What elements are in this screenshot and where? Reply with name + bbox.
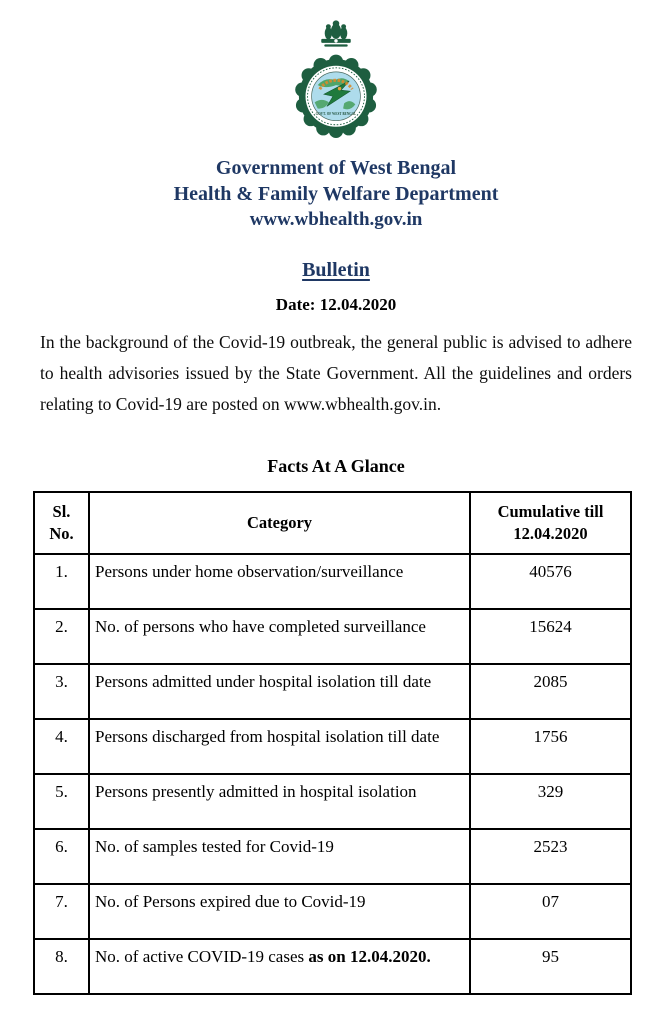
org-name: Government of West Bengal <box>215 157 457 179</box>
table-row <box>34 884 631 939</box>
dharma-wheel-icon <box>334 39 337 42</box>
bulletin-date: Date: 12.04.2020 <box>275 295 397 314</box>
row-category: Persons discharged from hospital isolation till date <box>89 719 470 774</box>
org-website: www.wbhealth.gov.in <box>249 209 423 230</box>
table-row <box>34 774 631 829</box>
bulletin-title: Bulletin <box>302 259 370 281</box>
row-value: 2523 <box>470 829 631 884</box>
facts-table-header <box>34 492 631 554</box>
table-row <box>34 609 631 664</box>
table-row <box>34 939 631 994</box>
table-row <box>34 829 631 884</box>
facts-heading: Facts At A Glance <box>267 456 405 476</box>
row-sl-no: 7. <box>34 884 89 939</box>
row-category: No. of persons who have completed surveillance <box>89 609 470 664</box>
row-sl-no: 6. <box>34 829 89 884</box>
ashoka-capital-icon <box>321 20 350 46</box>
row-value: 40576 <box>470 554 631 609</box>
header-sl-no: Sl. No. <box>34 492 89 554</box>
org-header <box>40 155 632 232</box>
emblem-container <box>40 18 632 145</box>
facts-table <box>33 491 632 995</box>
west-bengal-emblem <box>290 18 382 140</box>
row-category: Persons under home observation/surveillance <box>89 554 470 609</box>
row-sl-no: 5. <box>34 774 89 829</box>
row-sl-no: 3. <box>34 664 89 719</box>
emblem-globe <box>312 72 361 121</box>
row-category: Persons admitted under hospital isolation till date <box>89 664 470 719</box>
row-value: 95 <box>470 939 631 994</box>
row-sl-no: 4. <box>34 719 89 774</box>
row-sl-no: 1. <box>34 554 89 609</box>
header-category: Category <box>89 492 470 554</box>
table-row <box>34 719 631 774</box>
row-sl-no: 2. <box>34 609 89 664</box>
header-cumulative: Cumulative till 12.04.2020 <box>470 492 631 554</box>
row-category: Persons presently admitted in hospital isolation <box>89 774 470 829</box>
table-row <box>34 664 631 719</box>
row-value: 1756 <box>470 719 631 774</box>
department-name: Health & Family Welfare Department <box>173 183 499 205</box>
emblem-bottom-arc-text: GOVT. OF WEST BENGAL <box>315 111 357 117</box>
row-sl-no: 8. <box>34 939 89 994</box>
row-category: No. of active COVID-19 cases as on 12.04.2020. <box>89 939 470 994</box>
row-category: No. of Persons expired due to Covid-19 <box>89 884 470 939</box>
row-value: 15624 <box>470 609 631 664</box>
row-value: 329 <box>470 774 631 829</box>
table-row <box>34 554 631 609</box>
intro-paragraph: In the background of the Covid-19 outbreak, the general public is advised to adhere to health advisories issued by the State Government. All the guidelines and orders relating to Covid-19 are posted on www.wbhealth.gov.in. <box>40 332 632 414</box>
row-value: 2085 <box>470 664 631 719</box>
row-value: 07 <box>470 884 631 939</box>
row-category: No. of samples tested for Covid-19 <box>89 829 470 884</box>
